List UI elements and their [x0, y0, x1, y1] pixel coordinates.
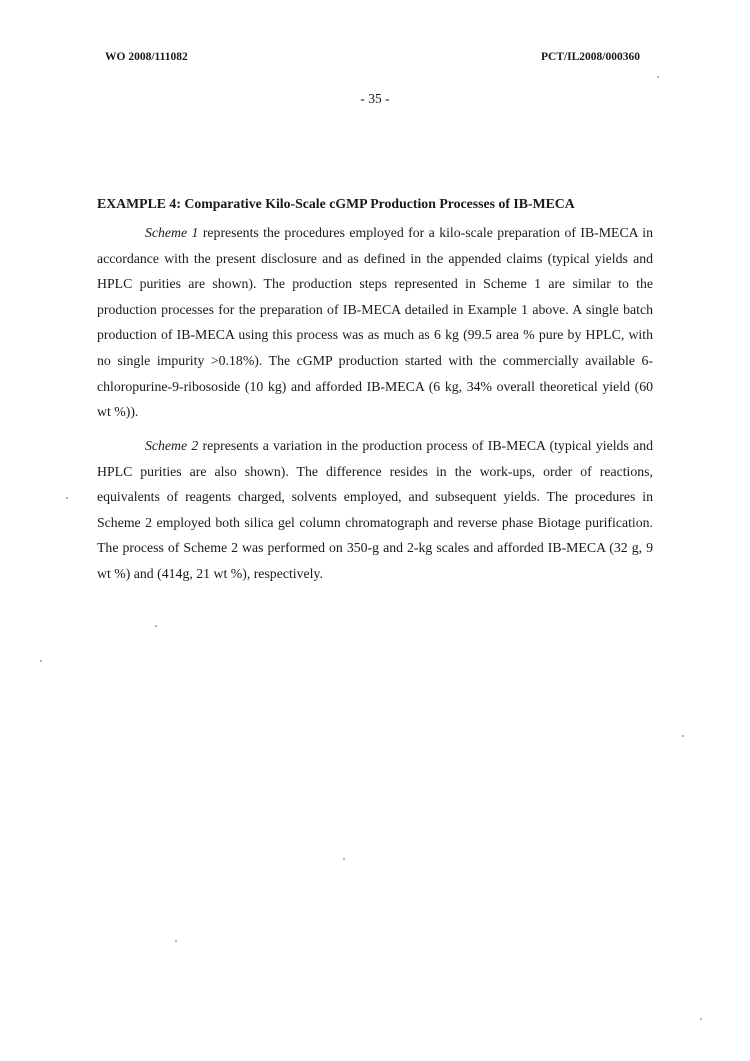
scheme-reference: Scheme 2	[145, 438, 199, 453]
scan-speck	[682, 735, 684, 737]
paragraph-scheme-2	[97, 433, 653, 587]
section-heading: EXAMPLE 4: Comparative Kilo-Scale cGMP Production Processes of IB-MECA	[97, 196, 575, 211]
paragraph-scheme-1	[97, 220, 653, 425]
scan-speck	[700, 1018, 702, 1020]
paragraph-text: represents the procedures employed for a kilo-scale preparation of IB-MECA in accordance with the present disclosure and as defined in the appended claims (typical yields and HPLC purities are shown). The production steps represented in Scheme 1 are similar to the production processes for the preparation of IB-MECA detailed in Example 1 above. A single batch production of IB-MECA using this process was as much as 6 kg (99.5 area % pure by HPLC, with no single impurity >0.18%). The cGMP production started with the commercially available 6-chloropurine-9-ribososide (10 kg) and afforded IB-MECA (6 kg, 34% overall theoretical yield (60 wt %)).	[97, 225, 653, 420]
page-header-right: PCT/IL2008/000360	[540, 51, 640, 63]
scan-speck	[40, 660, 42, 662]
scan-speck	[343, 858, 345, 860]
paragraph-text: represents a variation in the production process of IB-MECA (typical yields and HPLC purities are also shown). The difference resides in the work-ups, order of reactions, equivalents of reagents charged, solvents employed, and subsequent yields. The procedures in Scheme 2 employed both silica gel column chromatograph and reverse phase Biotage purification. The process of Scheme 2 was performed on 350-g and 2-kg scales and afforded IB-MECA (32 g, 9 wt %) and (414g, 21 wt %), respectively.	[97, 438, 653, 581]
scan-speck	[175, 940, 177, 942]
scheme-reference: Scheme 1	[145, 225, 199, 240]
page-number: - 35 -	[360, 91, 390, 106]
scan-speck	[155, 625, 157, 627]
scan-speck	[657, 76, 659, 78]
page-header-left: WO 2008/111082	[105, 51, 188, 63]
scan-speck	[66, 497, 68, 499]
